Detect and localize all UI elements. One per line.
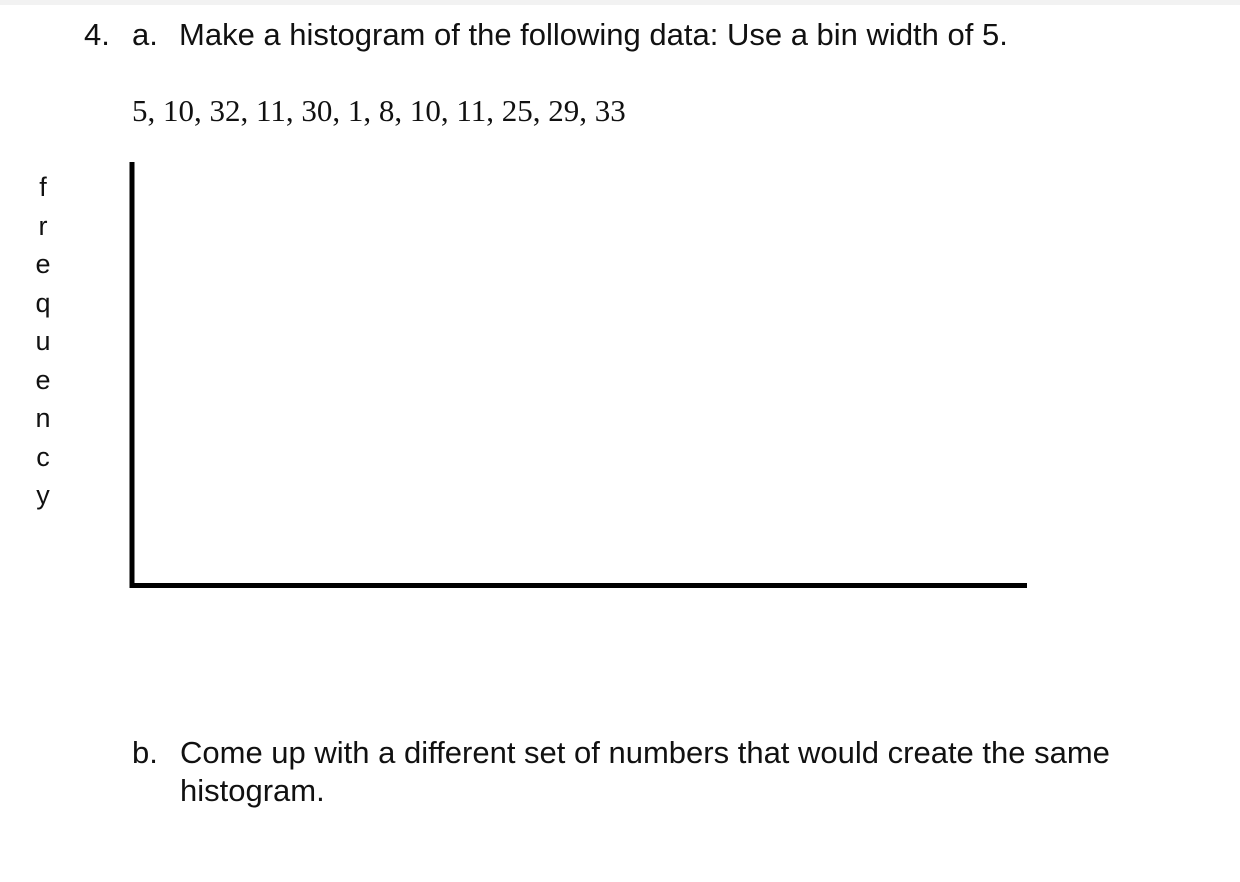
y-axis-letter: c <box>36 441 50 472</box>
y-axis-letter: e <box>35 364 51 395</box>
y-axis-letter: y <box>36 480 50 510</box>
part-a-instruction: Make a histogram of the following data: Use a bin width of 5. <box>179 17 1008 52</box>
part-b-letter: b. <box>132 735 158 770</box>
y-axis-letter: n <box>35 403 51 433</box>
y-axis-letter: u <box>35 326 51 356</box>
y-axis-letter: r <box>38 210 48 241</box>
part-b-instruction: Come up with a different set of numbers that would create the same histogram. <box>180 735 1110 808</box>
data-values: 5, 10, 32, 11, 30, 1, 8, 10, 11, 25, 29, 33 <box>132 93 626 128</box>
question-number: 4. <box>84 17 110 52</box>
y-axis-letter: f <box>39 172 47 202</box>
part-a-letter: a. <box>132 17 158 52</box>
y-axis-letter: q <box>35 287 51 318</box>
y-axis-letter: e <box>35 249 51 279</box>
